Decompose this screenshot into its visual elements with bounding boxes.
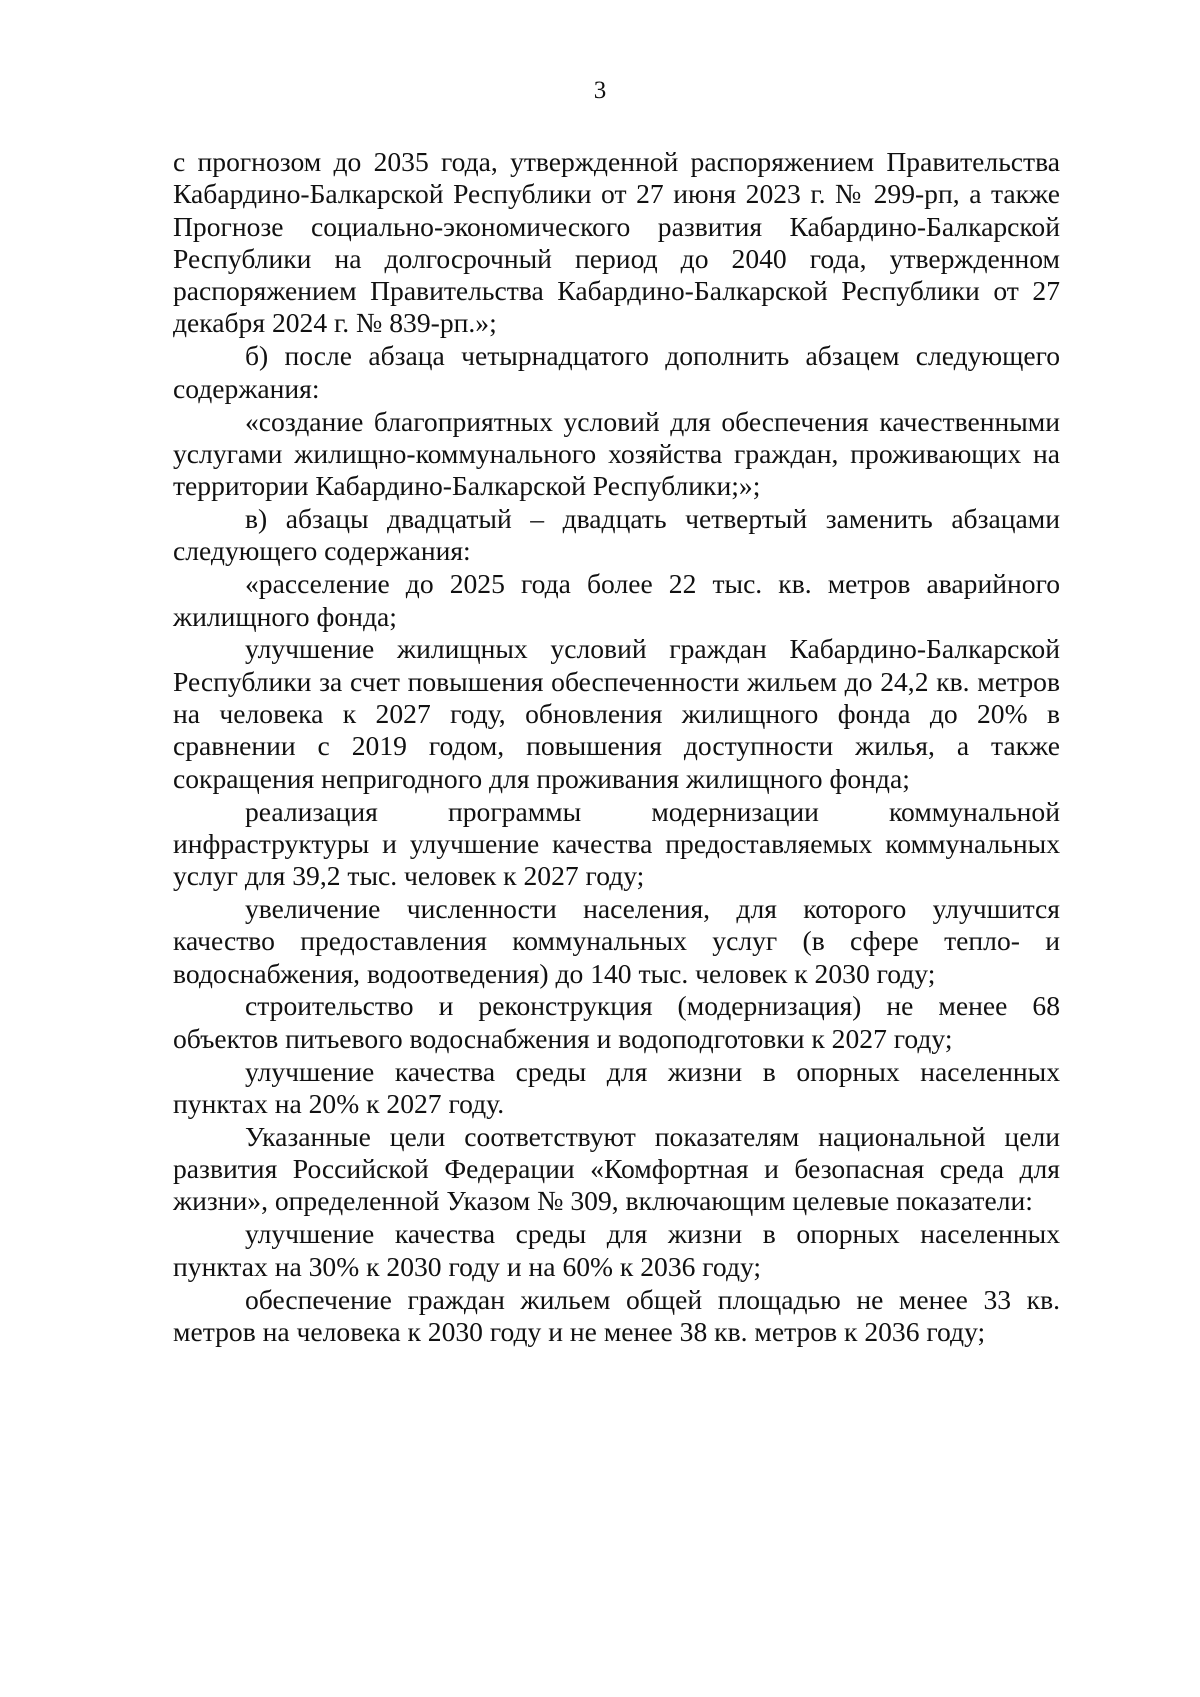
paragraph: улучшение качества среды для жизни в опорных населенных пунктах на 20% к 2027 году.	[173, 1055, 1060, 1119]
paragraph: улучшение жилищных условий граждан Кабардино-Балкарской Республики за счет повышения обеспеченности жильем до 24,2 кв. метров на человека к 2027 году, обновления жилищного фонда до 20% в сравнении с 2019 годом, повышения доступности жилья, а также сокращения непригодного для проживания жилищного фонда;	[173, 633, 1060, 794]
document-body	[173, 146, 1060, 1349]
paragraph: с прогнозом до 2035 года, утвержденной распоряжением Правительства Кабардино-Балкарской Республики от 27 июня 2023 г. № 299-рп, а также Прогнозе социально-экономического развития Кабардино-Балкарской Республики на долгосрочный период до 2040 года, утвержденном распоряжением Правительства Кабардино-Балкарской Республики от 27 декабря 2024 г. № 839-рп.»;	[173, 146, 1060, 339]
paragraph: обеспечение граждан жильем общей площадью не менее 33 кв. метров на человека к 2030 году и не менее 38 кв. метров к 2036 году;	[173, 1283, 1060, 1347]
page-number: 3	[593, 77, 607, 104]
paragraph: «создание благоприятных условий для обеспечения качественными услугами жилищно-коммунального хозяйства граждан, проживающих на территории Кабардино-Балкарской Республики;»;	[173, 405, 1060, 502]
paragraph: в) абзацы двадцатый – двадцать четвертый заменить абзацами следующего содержания:	[173, 503, 1060, 567]
paragraph: увеличение численности населения, для которого улучшится качество предоставления коммунальных услуг (в сфере тепло- и водоснабжения, водоотведения) до 140 тыс. человек к 2030 году;	[173, 892, 1060, 989]
paragraph: Указанные цели соответствуют показателям национальной цели развития Российской Федерации «Комфортная и безопасная среда для жизни», определенной Указом № 309, включающим целевые показатели:	[173, 1120, 1060, 1217]
paragraph: «расселение до 2025 года более 22 тыс. кв. метров аварийного жилищного фонда;	[173, 568, 1060, 632]
paragraph: реализация программы модернизации коммунальной инфраструктуры и улучшение качества предоставляемых коммунальных услуг для 39,2 тыс. человек к 2027 году;	[173, 795, 1060, 892]
paragraph: улучшение качества среды для жизни в опорных населенных пунктах на 30% к 2030 году и на 60% к 2036 году;	[173, 1218, 1060, 1282]
paragraph: строительство и реконструкция (модернизация) не менее 68 объектов питьевого водоснабжения и водоподготовки к 2027 году;	[173, 990, 1060, 1054]
paragraph: б) после абзаца четырнадцатого дополнить абзацем следующего содержания:	[173, 340, 1060, 404]
